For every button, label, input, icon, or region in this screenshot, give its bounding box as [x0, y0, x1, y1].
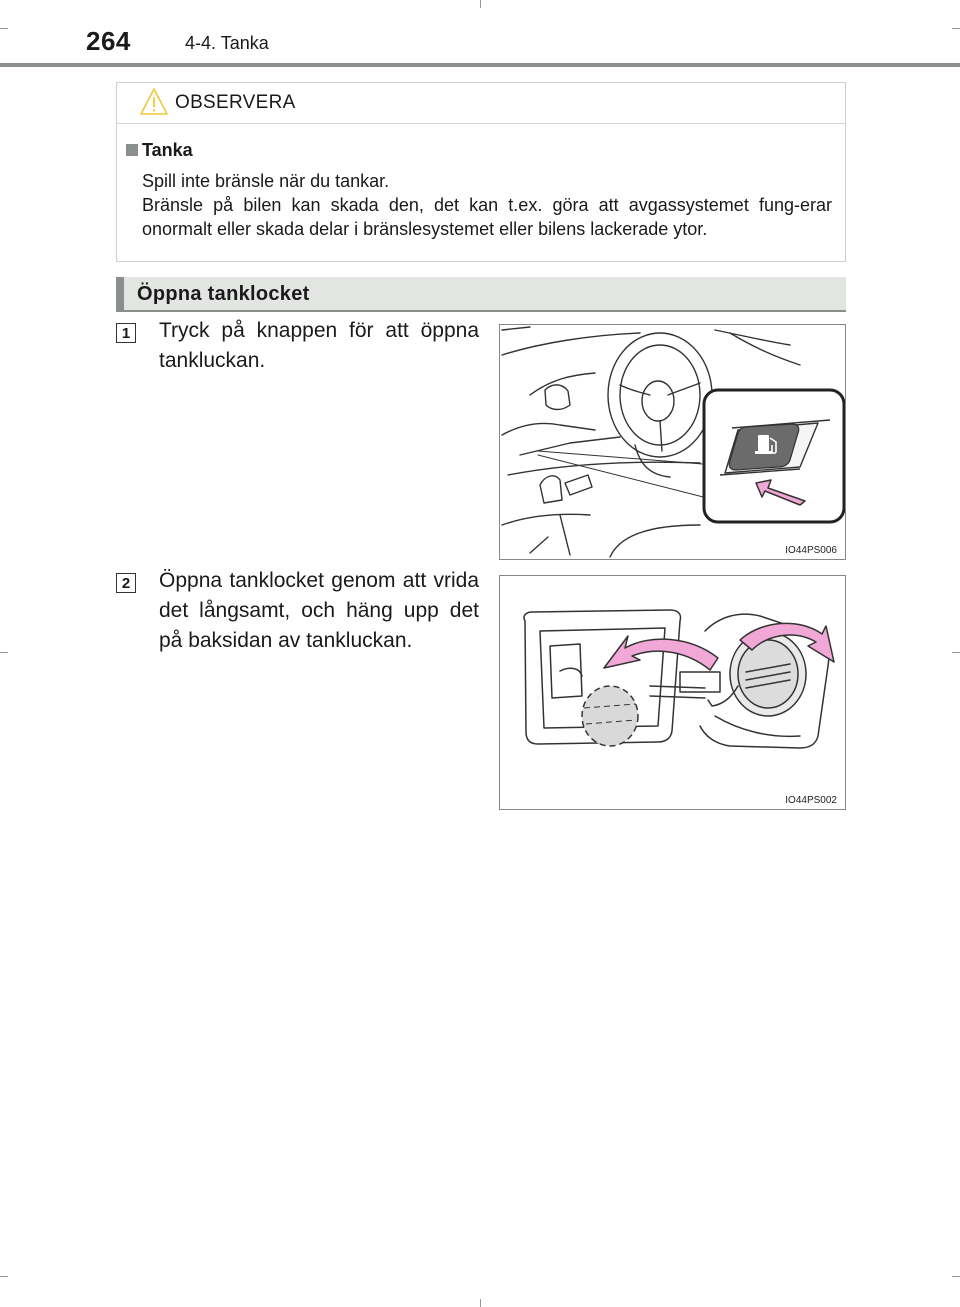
- section-label: 4-4. Tanka: [185, 33, 269, 53]
- caution-line: Bränsle på bilen kan skada den, det kan t.ex. göra att avgassystemet fung-erar onormalt eller skada delar i bränslesystemet eller bilens lackerade ytor.: [142, 195, 832, 239]
- crop-mark: [0, 28, 8, 29]
- caution-title: OBSERVERA: [175, 92, 296, 113]
- crop-mark: [480, 1299, 481, 1307]
- figure-fuel-cap: [499, 575, 846, 810]
- step-text: Öppna tanklocket genom att vrida det långsamt, och häng upp det på baksidan av tankluckan.: [159, 569, 479, 652]
- page-number: 264: [86, 26, 131, 56]
- step-number: 2: [116, 573, 136, 593]
- step-text: Tryck på knappen för att öppna tankluckan.: [159, 319, 479, 372]
- figure-fuel-door-button: [499, 324, 846, 560]
- section-title: Öppna tanklocket: [137, 283, 310, 305]
- dashboard-illustration: [500, 325, 845, 559]
- crop-mark: [0, 1276, 8, 1277]
- figure-code: IO44PS002: [785, 795, 837, 806]
- warning-triangle-icon: [139, 87, 169, 122]
- caution-header: [117, 83, 845, 124]
- fuel-cap-illustration: [500, 576, 845, 809]
- section-heading-bar: [116, 277, 846, 312]
- crop-mark: [952, 1276, 960, 1277]
- bullet-square-icon: [126, 144, 138, 156]
- header-rule: [0, 63, 960, 67]
- crop-mark: [952, 28, 960, 29]
- section-accent: [116, 277, 124, 310]
- crop-mark: [480, 0, 481, 8]
- crop-mark: [0, 652, 8, 653]
- step-number: 1: [116, 323, 136, 343]
- figure-code: IO44PS006: [785, 545, 837, 556]
- caution-line: Spill inte bränsle när du tankar.: [142, 171, 390, 191]
- caution-text: [142, 169, 832, 241]
- crop-mark: [952, 652, 960, 653]
- caution-box: [116, 82, 846, 262]
- caution-subheading: Tanka: [142, 140, 193, 160]
